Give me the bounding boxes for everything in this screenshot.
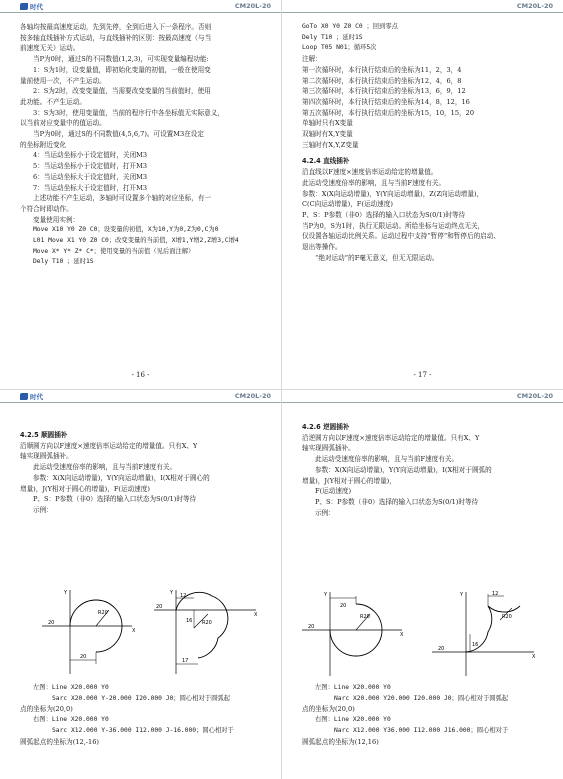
page-number: - 17 - bbox=[413, 371, 432, 379]
dim-label: 20 bbox=[48, 620, 55, 626]
page-18-text bbox=[20, 430, 273, 516]
model-label: CM20L-20 bbox=[234, 392, 271, 400]
text-line: 双轴时有X,Y变量 bbox=[302, 130, 353, 139]
code-line: Move X* Y* Z* C*；使用变量的当前值（见后面注解） bbox=[33, 247, 195, 255]
text-line: 沿逆圆方向以F速度×速度倍率运动给定的增量值。只有X、Y bbox=[302, 433, 480, 442]
text-line: 此运动受速度倍率的影响，且与当前F速度有关。 bbox=[315, 455, 459, 464]
text-line: 按多轴直线插补方式运动，与直线插补的区别：按最高速度（与当 bbox=[20, 33, 212, 42]
text-line: 增量)，J(Y相对于圆心的增量)， bbox=[302, 476, 396, 485]
text-line: 点的坐标为(20,0) bbox=[20, 705, 73, 714]
text-line: 个符合时即动作。 bbox=[20, 204, 73, 213]
dim-label: 20 bbox=[80, 654, 87, 660]
text-line: 参数：X(X向运动增量)，Y(Y向运动增量)，I(X相对于圆弧的 bbox=[315, 465, 492, 474]
axis-x-label: X bbox=[254, 612, 258, 618]
logo-mark-icon bbox=[20, 3, 28, 10]
text-line: 7：当运动坐标大于设定值时，打开M3 bbox=[33, 183, 148, 192]
text-line: 当P为0时，通过S的不同数值(1,2,3)，可实现变量编程功能: bbox=[33, 55, 209, 64]
text-line: 当P为0时，通过S的不同数值(4,5,6,7)。可设置M3在设定 bbox=[33, 130, 204, 139]
page-19-examples bbox=[302, 683, 555, 747]
dim-label: 12 bbox=[492, 591, 499, 597]
logo-mark-icon bbox=[20, 393, 28, 400]
axis-y-label: Y bbox=[63, 590, 67, 596]
text-line: 沿顺圆方向以F速度×速度倍率运动给定的增量值。只有X、Y bbox=[20, 441, 198, 450]
dim-label: 16 bbox=[472, 642, 479, 648]
page-17-text bbox=[302, 22, 555, 263]
text-line: 三轴时有X,Y,Z变量 bbox=[302, 140, 359, 149]
code-line: Dely T10 ；延时1S bbox=[33, 258, 94, 266]
text-line: 轴实现圆弧插补。 bbox=[302, 444, 355, 453]
radius-label: R20 bbox=[502, 614, 512, 620]
code-line: GoTo X0 Y0 Z0 C0 ；回到零点 bbox=[302, 23, 398, 30]
text-line: 5：当运动坐标小于设定值时，打开M3 bbox=[33, 162, 148, 171]
text-line: 当P为0，S为1时，执行无限运动。所给坐标与运动终点无关， bbox=[302, 221, 485, 230]
text-line: 参数：X(X向运动增量)，Y(Y向运动增量)，Z(Z向运动增量)， bbox=[302, 189, 484, 198]
axis-y-label: Y bbox=[323, 592, 327, 598]
page-16-text bbox=[20, 22, 273, 268]
dim-label: 16 bbox=[186, 618, 193, 624]
section-title: 4.2.5 顺圆插补 bbox=[20, 431, 68, 439]
text-line: 第二次循环时，本行执行结束后的坐标为12，4，6，8 bbox=[302, 76, 462, 85]
text-line: 单轴时只有X变量 bbox=[302, 119, 353, 128]
axis-x-label: X bbox=[132, 628, 136, 634]
dim-label: 12 bbox=[180, 593, 187, 599]
page-number: - 16 - bbox=[131, 371, 150, 379]
code-line: Dely T10 ；延时1S bbox=[302, 33, 363, 41]
axis-x-label: X bbox=[400, 632, 404, 638]
text-line: 1：S为1时，设变量值，即初始化变量的初值，一般在使用变 bbox=[33, 65, 211, 74]
text-line: 第一次循环时，本行执行结束后的坐标为11，2，3，4 bbox=[302, 65, 462, 74]
text-line: 各轴均按最高速度运动，先到先停，全到后进入下一条程序。否则 bbox=[20, 23, 212, 31]
text-line: 参数：X(X向运动增量)，Y(Y向运动增量)，I(X相对于圆心的 bbox=[33, 473, 210, 482]
text-line: 增量)，J(Y相对于圆心的增量)，F(运动速度) bbox=[20, 484, 150, 493]
brand-logo: 时代 bbox=[20, 2, 43, 11]
text-line: 点的坐标为(20,0) bbox=[302, 705, 355, 714]
page-19-text bbox=[302, 422, 555, 518]
section-title: 4.2.6 逆圆插补 bbox=[302, 423, 350, 431]
page-header bbox=[282, 390, 563, 403]
brand-logo: 时代 bbox=[20, 392, 43, 401]
page-header bbox=[0, 390, 281, 403]
text-line: 轴实现圆弧插补。 bbox=[20, 452, 73, 461]
dim-label: 20 bbox=[438, 646, 445, 652]
text-line: 上述功能不产生运动，多轴时可设置多个轴的对应坐标，有一 bbox=[33, 194, 212, 203]
dim-label: 20 bbox=[308, 624, 315, 630]
text-line: 的坐标附近变化 bbox=[20, 140, 67, 149]
page-18-examples bbox=[20, 683, 273, 747]
code-line: Narc X12.000 Y36.000 I12.000 J16.000；圆心相对于 bbox=[334, 726, 509, 734]
dim-label: 17 bbox=[182, 658, 189, 664]
axis-y-label: Y bbox=[169, 590, 173, 596]
clockwise-arc-figure-right bbox=[150, 588, 260, 676]
model-label: CM20L-20 bbox=[516, 392, 553, 400]
text-line: 此运动受速度倍率的影响，且与当前F速度有关。 bbox=[33, 463, 177, 472]
page-header bbox=[0, 0, 281, 13]
text-line: 3：S为3时，使用变量值，当前的程序行中各坐标值无实际意义， bbox=[33, 108, 224, 117]
text-line: P、S：P参数（非0）选择的输入口状态为S(0/1)时等待 bbox=[33, 495, 197, 504]
axis-x-label: X bbox=[532, 654, 536, 660]
code-line: L01 Move X1 Y0 Z0 C0；改变变量的当前值，X增1,Y增2,Z增3,C增4 bbox=[33, 237, 239, 245]
text-line: 注解： bbox=[302, 55, 322, 64]
page-18 bbox=[0, 390, 281, 779]
text-line: 第三次循环时，本行执行结束后的坐标为13，6，9，12 bbox=[302, 87, 466, 96]
page-16 bbox=[0, 0, 281, 389]
text-line: 变量使用实例： bbox=[33, 215, 80, 224]
text-line: 此运动受速度倍率的影响，且与当前F速度有关。 bbox=[302, 178, 446, 187]
radius-label: R20 bbox=[98, 610, 108, 616]
code-line: Sarc X12.000 Y-36.000 I12.000 J-16.000；圆心相对于 bbox=[52, 726, 234, 734]
section-title: 4.2.4 直线插补 bbox=[302, 157, 350, 166]
text-line: F(运动速度) bbox=[315, 487, 352, 496]
code-line: Sarc X20.000 Y-20.000 I20.000 J0；圆心相对于圆弧起 bbox=[52, 694, 230, 702]
code-line: 左图：Line X20.000 Y0 bbox=[33, 684, 109, 691]
text-line: 以当前对应变量中的值运动。 bbox=[20, 119, 106, 128]
dim-label: 20 bbox=[340, 603, 347, 609]
text-line: 前速度无关）运动。 bbox=[20, 44, 80, 53]
page-17 bbox=[282, 0, 563, 389]
code-line: Loop T05 N01；循环5次 bbox=[302, 44, 377, 52]
text-line: 仅设置各轴运动比例关系。运动过程中支持“暂停”和暂停后的启动、 bbox=[302, 232, 500, 241]
counterclockwise-arc-figure-left bbox=[296, 590, 406, 678]
text-line: 圆弧起点的坐标为(12,-16) bbox=[20, 737, 99, 746]
model-label: CM20L-20 bbox=[516, 2, 553, 10]
text-line: 量前使用一次，不产生运动。 bbox=[20, 76, 106, 85]
code-line: 左图：Line X20.000 Y0 bbox=[315, 684, 391, 691]
clockwise-arc-figure-left bbox=[36, 588, 136, 676]
code-line: 右图：Line X20.000 Y0 bbox=[315, 716, 391, 724]
text-line: C(C向运动增量)，F(运动速度) bbox=[302, 200, 393, 209]
text-line: 退出等操作。 bbox=[302, 243, 342, 252]
page-header bbox=[282, 0, 563, 13]
text-line: 第四次循环时，本行执行结束后的坐标为14，8，12，16 bbox=[302, 97, 470, 106]
code-line: Move X10 Y0 Z0 C0；设变量的初值，X为10,Y为0,Z为0,C为0 bbox=[33, 226, 219, 234]
radius-label: R20 bbox=[202, 620, 212, 626]
text-line: P、S：P参数（非0）选择的输入口状态为S(0/1)时等待 bbox=[315, 497, 479, 506]
axis-y-label: Y bbox=[459, 592, 463, 598]
text-line: 示例： bbox=[315, 508, 335, 517]
text-line: 6：当运动坐标大于设定值时，关闭M3 bbox=[33, 172, 148, 181]
dim-label: 20 bbox=[156, 604, 163, 610]
text-line: 2：S为2时，改变变量值，当需要改变变量的当前值时，使用 bbox=[33, 87, 211, 96]
radius-label: R20 bbox=[360, 614, 370, 620]
text-line: P、S：P参数（非0）选择的输入口状态为S(0/1)时等待 bbox=[302, 210, 466, 219]
page-19 bbox=[282, 390, 563, 779]
text-line: 沿直线以F速度×速度倍率运动给定的增量值。 bbox=[302, 168, 438, 177]
text-line: 4：当运动坐标小于设定值时，关闭M3 bbox=[33, 151, 148, 160]
counterclockwise-arc-figure-right bbox=[428, 590, 538, 678]
text-line: 此功能。不产生运动。 bbox=[20, 97, 86, 106]
text-line: 圆弧起点的坐标为(12,16) bbox=[302, 737, 379, 746]
text-line: 第五次循环时，本行执行结束后的坐标为15，10，15，20 bbox=[302, 108, 475, 117]
code-line: Narc X20.000 Y20.000 I20.000 J0；圆心相对于圆弧起 bbox=[334, 694, 509, 702]
code-line: 右图：Line X20.000 Y0 bbox=[33, 716, 109, 724]
text-line: 示例： bbox=[33, 505, 53, 514]
text-line: “绝对运动”的F毫无意义，但无无限运动。 bbox=[315, 253, 439, 262]
model-label: CM20L-20 bbox=[234, 2, 271, 10]
